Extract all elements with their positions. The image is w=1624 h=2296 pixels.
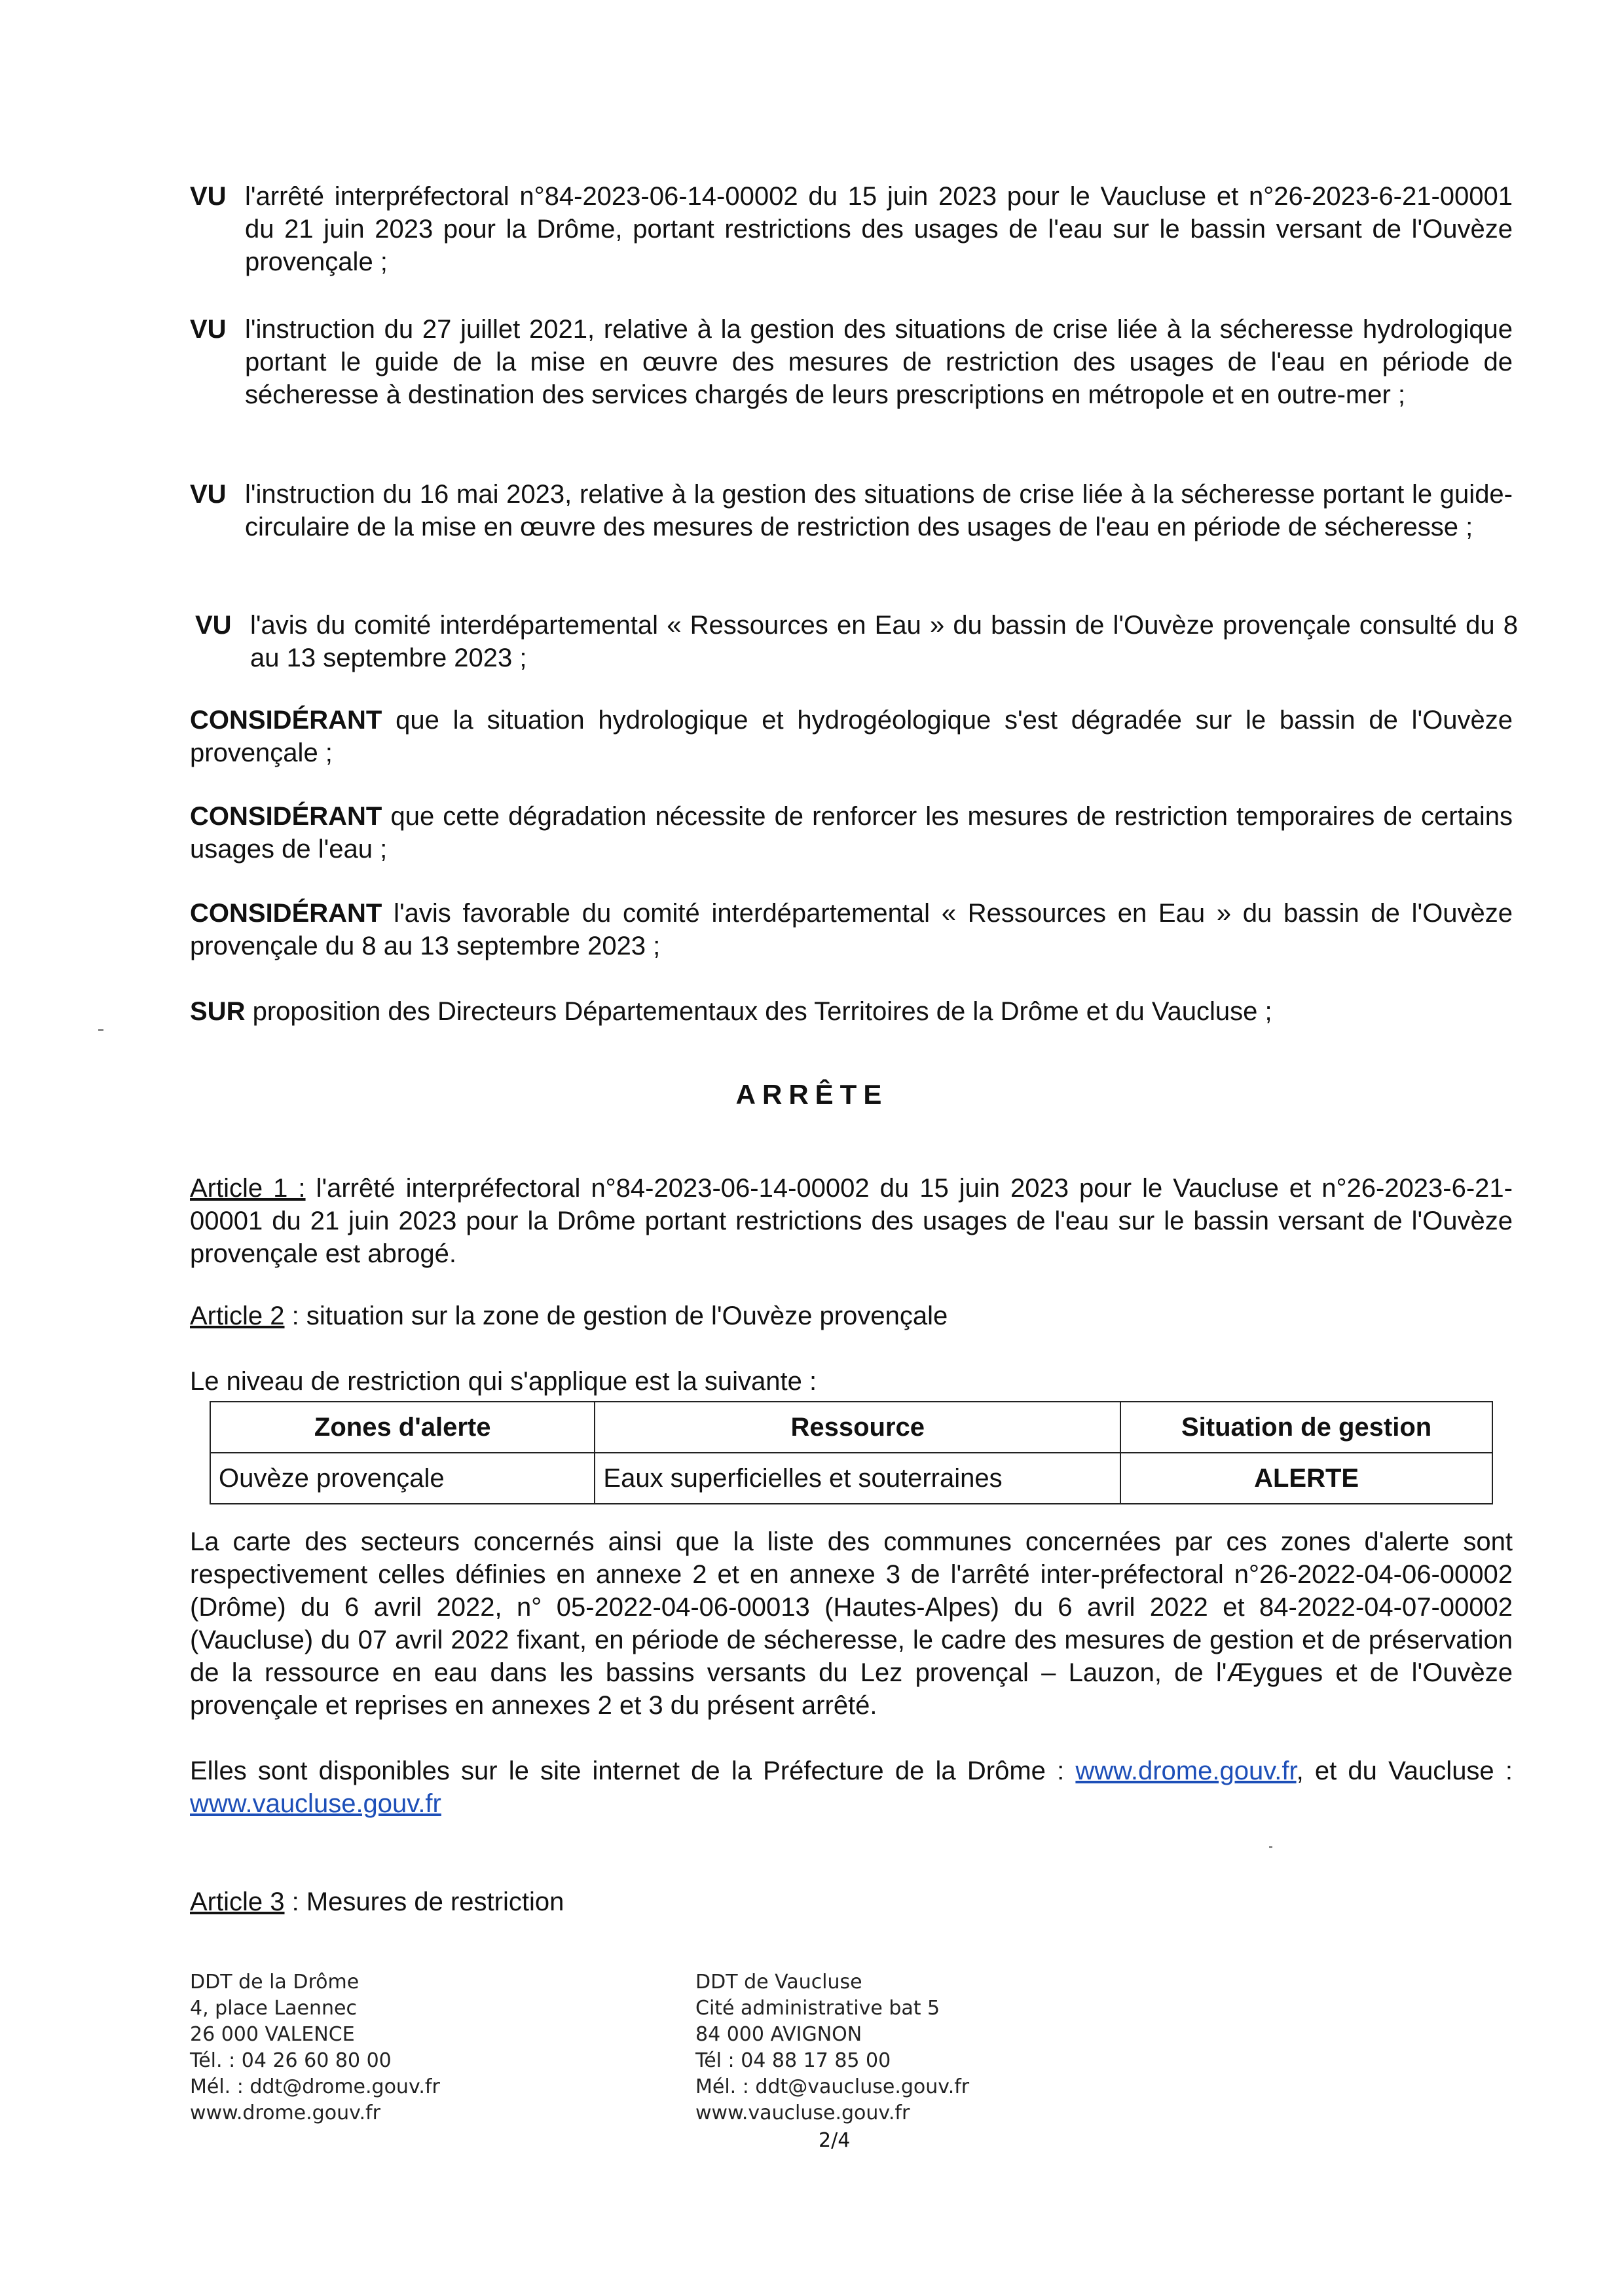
article-2 [190, 1300, 1513, 1332]
footer-line: 26 000 VALENCE [190, 2023, 355, 2046]
table-cell-ressource: Eaux superficielles et souterraines [595, 1453, 1120, 1504]
vu-clause-4 [195, 609, 1518, 674]
sur-keyword: SUR [190, 997, 246, 1026]
article-1-label: Article 1 : [190, 1174, 306, 1203]
sur-proposition [190, 995, 1513, 1028]
page-number: 2/4 [819, 2129, 851, 2152]
restriction-intro: Le niveau de restriction qui s'applique est la suivante : [190, 1367, 817, 1396]
vu-keyword: VU [190, 182, 227, 211]
footer-line: Tél : 04 88 17 85 00 [695, 2049, 891, 2072]
arrete-title: ARRÊTE [735, 1079, 889, 1110]
disponibles-paragraph [190, 1755, 1513, 1820]
footer-ddt-drome [190, 1969, 440, 2126]
article-3-label: Article 3 [190, 1887, 285, 1916]
article-3 [190, 1886, 1513, 1918]
disponibles-text: Elles sont disponibles sur le site internet de la Préfecture de la Drôme : [190, 1757, 1076, 1785]
vu-text: l'instruction du 16 mai 2023, relative à la gestion des situations de crise liée à la sécheresse portant le guide-circulaire de la mise en œuvre des mesures de restriction des usages de l'eau en période de sécheresse ; [245, 480, 1513, 541]
footer-line: DDT de la Drôme [190, 1971, 360, 1994]
footer-line: Tél. : 04 26 60 80 00 [190, 2049, 392, 2072]
drome-link[interactable]: www.drome.gouv.fr [1075, 1757, 1297, 1785]
scan-speck [1269, 1846, 1272, 1848]
footer-line: DDT de Vaucluse [695, 1971, 862, 1994]
considerant-text: que la situation hydrologique et hydrogéologique s'est dégradée sur le bassin de l'Ouvèze provençale ; [190, 706, 1513, 767]
vu-text: l'avis du comité interdépartemental « Ressources en Eau » du bassin de l'Ouvèze provençale consulté du 8 au 13 septembre 2023 ; [250, 611, 1518, 672]
considerant-text: que cette dégradation nécessite de renforcer les mesures de restriction temporaires de certains usages de l'eau ; [190, 802, 1513, 864]
table-header: Ressource [595, 1402, 1120, 1453]
article-3-text: : Mesures de restriction [284, 1887, 564, 1916]
footer-line: 4, place Laennec [190, 1997, 357, 2020]
footer-line: Mél. : ddt@drome.gouv.fr [190, 2075, 440, 2098]
article-1 [190, 1172, 1513, 1270]
considerant-text: l'avis favorable du comité interdépartemental « Ressources en Eau » du bassin de l'Ouvèze provençale du 8 au 13 septembre 2023 ; [190, 899, 1513, 960]
restriction-table [210, 1401, 1493, 1504]
vaucluse-link[interactable]: www.vaucluse.gouv.fr [190, 1789, 441, 1818]
table-cell-zone: Ouvèze provençale [210, 1453, 595, 1504]
vu-text: l'arrêté interpréfectoral n°84-2023-06-14-00002 du 15 juin 2023 pour le Vaucluse et n°26-2023-6-21-00001 du 21 juin 2023 pour la Drôme, portant restrictions des usages de l'eau sur le bassin versant de l'Ouvèze provençale ; [245, 182, 1513, 276]
footer-line: www.drome.gouv.fr [190, 2102, 380, 2124]
vu-keyword: VU [190, 315, 227, 344]
considerant-keyword: CONSIDÉRANT [190, 802, 382, 831]
vu-text: l'instruction du 27 juillet 2021, relative à la gestion des situations de crise liée à la sécheresse hydrologique portant le guide de la mise en œuvre des mesures de restriction des usages de l'eau en période de sécheresse à destination des services chargés de leurs prescriptions en métropole et en outre-mer ; [245, 315, 1513, 409]
vu-keyword: VU [190, 480, 227, 509]
footer-line: Mél. : ddt@vaucluse.gouv.fr [695, 2075, 970, 2098]
footer-line: www.vaucluse.gouv.fr [695, 2102, 910, 2124]
table-header: Situation de gestion [1120, 1402, 1492, 1453]
table-cell-situation: ALERTE [1120, 1453, 1492, 1504]
table-header: Zones d'alerte [210, 1402, 595, 1453]
vu-clause-1 [190, 180, 1513, 278]
footer-line: 84 000 AVIGNON [695, 2023, 862, 2046]
considerant-2 [190, 800, 1513, 866]
considerant-keyword: CONSIDÉRANT [190, 899, 382, 928]
vu-clause-2 [190, 313, 1513, 411]
scan-speck [98, 1029, 103, 1031]
table-header-row [210, 1402, 1492, 1453]
table-row [210, 1453, 1492, 1504]
vu-clause-3 [190, 478, 1513, 543]
considerant-1 [190, 704, 1513, 769]
footer-ddt-vaucluse [695, 1969, 969, 2126]
carte-paragraph: La carte des secteurs concernés ainsi que la liste des communes concernées par ces zones d'alerte sont respectivement celles définies en annexe 2 et en annexe 3 de l'arrêté inter-préfectoral n°26-2022-04-06-00002 (Drôme) du 6 avril 2022, n° 05-2022-04-06-00013 (Hautes-Alpes) du 6 avril 2022 et 84-2022-04-07-00002 (Vaucluse) du 07 avril 2022 fixant, en période de sécheresse, le cadre des mesures de gestion et de préservation de la ressource en eau dans les bassins versants du Lez provençal – Lauzon, de l'Æygues et de l'Ouvèze provençale et reprises en annexes 2 et 3 du présent arrêté. [190, 1527, 1513, 1720]
article-1-text: l'arrêté interpréfectoral n°84-2023-06-14-00002 du 15 juin 2023 pour le Vaucluse et n°26-2023-6-21-00001 du 21 juin 2023 pour la Drôme portant restrictions des usages de l'eau sur le bassin versant de l'Ouvèze provençale est abrogé. [190, 1174, 1513, 1268]
considerant-keyword: CONSIDÉRANT [190, 706, 382, 735]
vu-keyword: VU [195, 611, 232, 640]
considerant-3 [190, 897, 1513, 962]
disponibles-middle: , et du Vaucluse : [1296, 1757, 1513, 1785]
article-2-text: : situation sur la zone de gestion de l'Ouvèze provençale [284, 1302, 948, 1330]
sur-text: proposition des Directeurs Départementaux des Territoires de la Drôme et du Vaucluse ; [252, 997, 1272, 1026]
article-2-label: Article 2 [190, 1302, 285, 1330]
footer-line: Cité administrative bat 5 [695, 1997, 940, 2020]
